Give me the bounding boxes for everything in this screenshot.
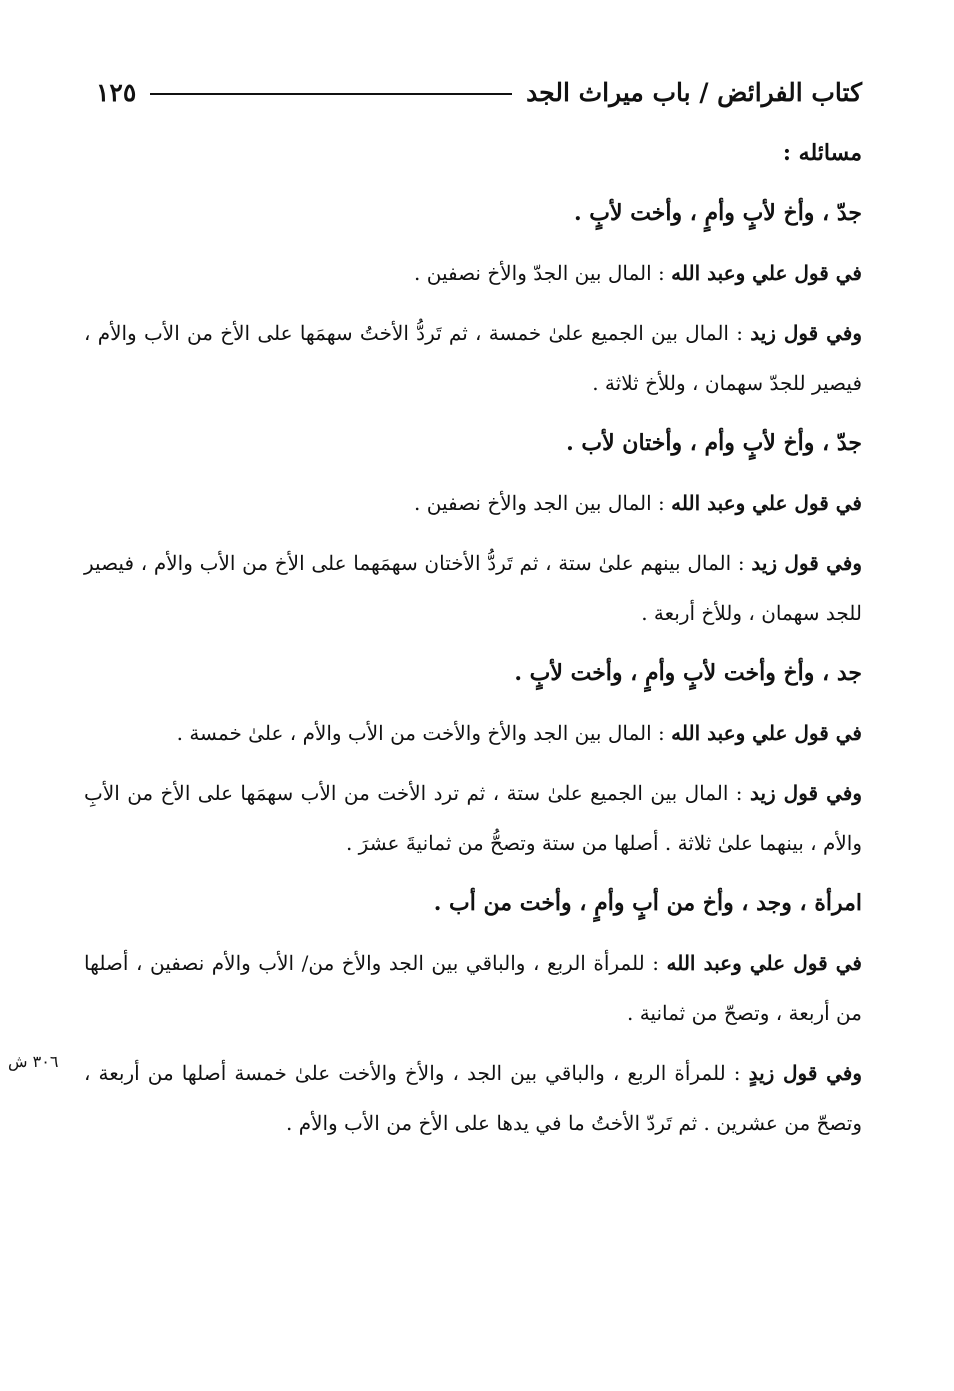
case-heading: امرأة ، وجد ، وأخ من أبٍ وأمٍ ، وأخت من أب . (433, 890, 862, 916)
section-title: مسائله : (782, 140, 862, 166)
manuscript-margin-note: ٣٠٦ ش (8, 1052, 59, 1071)
ali-opinion-lead: في قول علي وعبد الله (671, 491, 862, 515)
ali-opinion-lead: في قول علي وعبد الله (671, 261, 862, 285)
zayd-opinion (84, 1048, 862, 1148)
ali-opinion-text: : المال بين الجد والأخ نصفين . (414, 491, 672, 515)
zayd-opinion-lead: وفي قول زيدٍ (748, 1061, 862, 1085)
ali-opinion (84, 708, 862, 758)
ali-opinion (84, 478, 862, 528)
book-chapter-title: كتاب الفرائض / باب ميراث الجد (526, 77, 862, 107)
zayd-opinion-lead: وفي قول زيد (751, 551, 863, 575)
case-heading: جدّ ، وأخ لأبٍ وأمٍ ، وأخت لأبٍ . (573, 200, 862, 226)
header-rule (150, 93, 512, 95)
zayd-opinion-text: : للمرأة الربع ، والباقي بين الجد ، والأخ والأخت علىٰ خمسة أصلها من أربعة ، وتصحّ من عشرين . ثم تَردّ الأختُ ما في يدها على الأخ من الأب والأم . (84, 1061, 862, 1135)
ali-opinion-text: : المال بين الجدّ والأخ نصفين . (414, 261, 672, 285)
ali-opinion (84, 248, 862, 298)
page-number: ١٢٥ (96, 77, 137, 107)
zayd-opinion-text: : المال بين الجميع علىٰ ستة ، ثم ترد الأخت من الأب سهمَها على الأخ من الأبِ والأم ، بينهما علىٰ ثلاثة . أصلها من ستة وتصحُّ من ثمانيةَ عشرَ . (84, 781, 862, 855)
zayd-opinion-text: : المال بين الجميع علىٰ خمسة ، ثم تَردُّ الأختُ سهمَها على الأخ من الأب والأم ، فيصير للجدّ سهمان ، وللأخ ثلاثة . (84, 321, 862, 395)
case-heading: جدّ ، وأخ لأبٍ وأم ، وأختان لأب . (566, 430, 862, 456)
zayd-opinion (84, 768, 862, 868)
zayd-opinion-text: : المال بينهم علىٰ ستة ، ثم تَردُّ الأختان سهمَهما على الأخ من الأب والأم ، فيصير للجد سهمان ، وللأخ أربعة . (84, 551, 862, 625)
zayd-opinion (84, 308, 862, 408)
ali-opinion (84, 938, 862, 1038)
main-text (84, 128, 862, 1158)
case-heading: جد ، وأخ وأخت لأبٍ وأمٍ ، وأخت لأبٍ . (514, 660, 862, 686)
ali-opinion-lead: في قول علي وعبد الله (666, 951, 862, 975)
ali-opinion-lead: في قول علي وعبد الله (671, 721, 862, 745)
ali-opinion-text: : المال بين الجد والأخ والأخت من الأب والأم ، علىٰ خمسة . (176, 721, 672, 745)
zayd-opinion-lead: وفي قول زيد (750, 321, 862, 345)
zayd-opinion (84, 538, 862, 638)
running-header (96, 72, 862, 112)
zayd-opinion-lead: وفي قول زيد (749, 781, 862, 805)
ali-opinion-text: : للمرأة الربع ، والباقي بين الجد والأخ من/ الأب والأم نصفين ، أصلها من أربعة ، وتصحّ من ثمانية . (84, 951, 862, 1025)
